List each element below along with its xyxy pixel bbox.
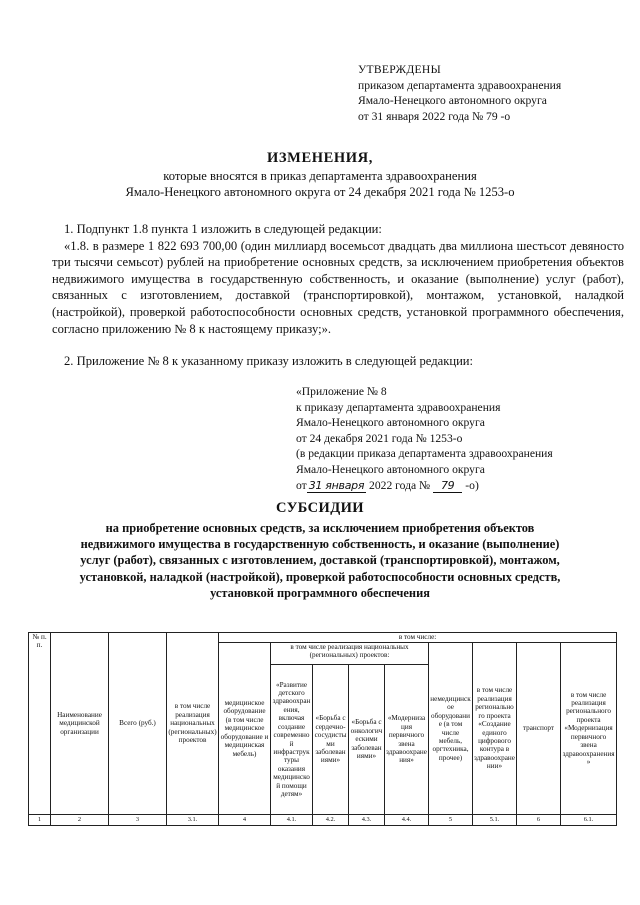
appendix-line-7: [296, 478, 596, 494]
subsidy-desc-line-3: услуг (работ), связанных с изготовлением, доставкой (транспортировкой), монтажом,: [80, 553, 560, 568]
col-num-cell: 6: [517, 815, 561, 826]
column-number-row: [29, 815, 617, 826]
approval-title: УТВЕРЖДЕНЫ: [358, 63, 442, 76]
approval-stamp-block: [358, 62, 628, 124]
changes-subtitle-1: которые вносятся в приказ департамента здравоохранения: [163, 169, 477, 183]
header-natproj-group: в том числе реализация национальных (региональных) проектов:: [271, 643, 429, 665]
col-num-cell: 3.1.: [167, 815, 219, 826]
header-non-medical: немедицинское оборудование (в том числе мебель, оргтехника, прочее): [429, 643, 473, 815]
subsidy-table: [28, 632, 617, 826]
changes-subtitle-2: Ямало-Ненецкого автономного округа от 24 декабря 2021 года № 1253-о: [125, 185, 515, 199]
header-digital-contour: в том числе реализация регионального проекта «Создание единого цифрового контура в здравоохранении»: [473, 643, 517, 815]
header-num: № п. п.: [29, 633, 51, 815]
appendix-line-5: (в редакции приказа департамента здравоохранения: [296, 447, 553, 461]
subsidy-title: СУБСИДИИ: [276, 500, 364, 516]
col-num-cell: 4.3.: [349, 815, 385, 826]
header-total: Всего (руб.): [109, 633, 167, 815]
header-4-2: «Борьба с сердечно-сосудистыми заболеваниями»: [313, 665, 349, 815]
col-num-cell: 5.1.: [473, 815, 517, 826]
appendix-line-7-mid: 2022 года №: [366, 478, 431, 492]
col-num-cell: 4.4.: [385, 815, 429, 826]
col-num-cell: 1: [29, 815, 51, 826]
appendix-header: [296, 384, 596, 493]
col-num-cell: 4: [219, 815, 271, 826]
appendix-line-7-suffix: -о): [465, 478, 479, 492]
appendix-line-1: «Приложение № 8: [296, 385, 387, 398]
changes-title: ИЗМЕНЕНИЯ,: [267, 150, 373, 166]
subsidy-desc-line-1: на приобретение основных средств, за исключением приобретения объектов: [105, 521, 535, 535]
paragraph-1-quote: «1.8. в размере 1 822 693 700,00 (один миллиард восемьсот двадцать два миллиона шестьсот девяносто три тысячи семьсот) рублей на приобретение основных средств, за исключением приобретения объектов недвижимого имущества в государственную собственность, и оказание (выполнение) услуг (работ), связанных с изготовлением, доставкой (транспортировкой), монтажом, установкой, наладкой (настройкой), проверкой работоспособности основных средств, установкой программного обеспечения, согласно приложению № 8 к настоящему приказу;».: [52, 238, 624, 336]
subsidy-description: [40, 520, 600, 601]
handwritten-date: 31 января: [308, 478, 365, 492]
page-bottom-margin: [0, 845, 640, 905]
col-num-cell: 2: [51, 815, 109, 826]
col-num-cell: 3: [109, 815, 167, 826]
handwritten-number: 79: [433, 479, 462, 493]
subsidy-desc-line-2: недвижимого имущества в государственную собственность, и оказание (выполнение): [80, 537, 560, 552]
approval-line-2: Ямало-Ненецкого автономного округа: [358, 94, 547, 107]
paragraph-1-intro: 1. Подпункт 1.8 пункта 1 изложить в следующей редакции:: [64, 222, 382, 236]
header-4-3: «Борьба с онкологическими заболеваниями»: [349, 665, 385, 815]
appendix-line-2: к приказу департамента здравоохранения: [296, 400, 501, 414]
col-num-cell: 6.1.: [561, 815, 617, 826]
subsidy-desc-line-5: установкой программного обеспечения: [210, 585, 430, 600]
header-primary-care: в том числе реализация регионального проекта «Модернизация первичного звена здравоохранения»: [561, 643, 617, 815]
approval-line-1: приказом департамента здравоохранения: [358, 78, 562, 92]
paragraph-1: [52, 221, 624, 337]
appendix-line-4: от 24 декабря 2021 года № 1253-о: [296, 431, 463, 445]
col-num-cell: 4.1.: [271, 815, 313, 826]
col-num-cell: 5: [429, 815, 473, 826]
header-natproj-total: в том числе реализация национальных (региональных) проектов: [167, 633, 219, 815]
appendix-line-3: Ямало-Ненецкого автономного округа: [296, 416, 485, 430]
header-including: в том числе:: [219, 633, 617, 643]
col-num-cell: 4.2.: [313, 815, 349, 826]
header-organization: Наименование медицинской организации: [51, 633, 109, 815]
subsidy-desc-line-4: установкой, наладкой (настройкой), проверкой работоспособности основных средств,: [79, 569, 561, 584]
header-4-4: «Модернизация первичного звена здравоохранения»: [385, 665, 429, 815]
approval-line-3: от 31 января 2022 года № 79 -о: [358, 109, 511, 123]
appendix-line-6: Ямало-Ненецкого автономного округа: [296, 462, 485, 476]
header-transport: транспорт: [517, 643, 561, 815]
paragraph-2: 2. Приложение № 8 к указанному приказу изложить в следующей редакции:: [64, 354, 474, 368]
appendix-line-7-prefix: от: [296, 478, 307, 492]
header-medical-equipment: медицинское оборудование (в том числе медицинское оборудование и медицинская мебель): [219, 643, 271, 815]
header-4-1: «Развитие детского здравоохранения, включая создание современной инфраструктуры оказания медицинской помощи детям»: [271, 665, 313, 815]
